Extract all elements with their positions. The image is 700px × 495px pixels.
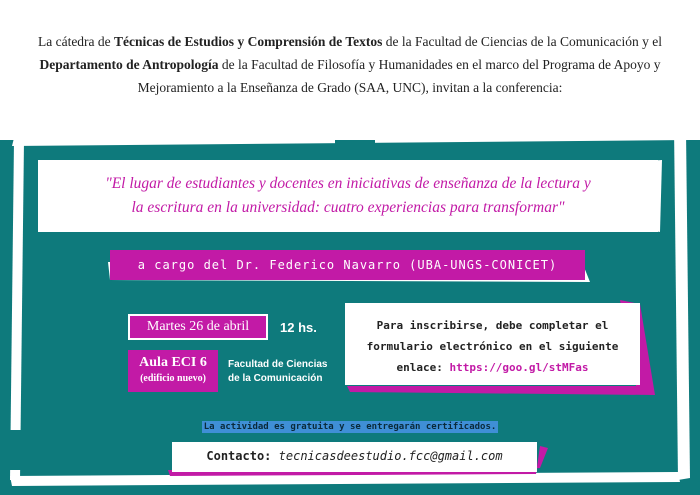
time-label: 12 hs.	[280, 320, 317, 335]
date-badge: Martes 26 de abril	[128, 314, 268, 340]
room-building: (edificio nuevo)	[140, 373, 206, 384]
contact-label: Contacto:	[206, 449, 272, 463]
registration-line-1: Para inscribirse, debe completar el	[376, 319, 609, 332]
conference-title-line-1: "El lugar de estudiantes y docentes en iniciativas de enseñanza de la lectura y	[105, 175, 591, 192]
frame-gap-left	[0, 430, 26, 470]
conference-title-box	[38, 160, 658, 232]
registration-line-2: formulario electrónico en el siguiente	[366, 340, 619, 353]
faculty-label	[228, 358, 327, 386]
conference-title	[38, 172, 658, 220]
faculty-line-2: de la Comunicación	[228, 373, 323, 384]
free-activity-note	[0, 416, 700, 434]
registration-text	[345, 315, 640, 378]
speaker-bar: a cargo del Dr. Federico Navarro (UBA-UNGS-CONICET)	[110, 250, 585, 280]
intro-part-3: de la Facultad de Filosofía y Humanidades en el marco del Programa de Apoyo y Mejoramiento a la Enseñanza de Grado (SAA, UNC), invitan a la conferencia:	[137, 57, 661, 95]
intro-department-name: Departamento de Antropología	[39, 57, 219, 72]
intro-part-2: de la Facultad de Ciencias de la Comunicación y el	[382, 34, 663, 49]
frame-gap-mid	[335, 140, 375, 150]
registration-link[interactable]: https://goo.gl/stMFas	[449, 361, 589, 374]
contact-text	[172, 449, 537, 463]
contact-email[interactable]: tecnicasdeestudio.fcc@gmail.com	[278, 449, 503, 463]
intro-part-1: La cátedra de	[37, 34, 115, 49]
registration-line-3	[345, 357, 640, 378]
room-badge	[128, 350, 218, 392]
intro-course-name: Técnicas de Estudios y Comprensión de Textos	[114, 34, 383, 49]
room-name: Aula ECI 6	[139, 355, 207, 370]
faculty-line-1: Facultad de Ciencias	[228, 359, 328, 370]
free-activity-text: La actividad es gratuita y se entregarán certificados.	[203, 422, 497, 432]
conference-title-line-2: la escritura en la universidad: cuatro experiencias para transformar"	[131, 199, 565, 216]
contact-box	[172, 442, 537, 472]
intro-text	[20, 30, 680, 99]
registration-link-prefix: enlace:	[396, 361, 450, 374]
registration-box	[345, 303, 640, 385]
